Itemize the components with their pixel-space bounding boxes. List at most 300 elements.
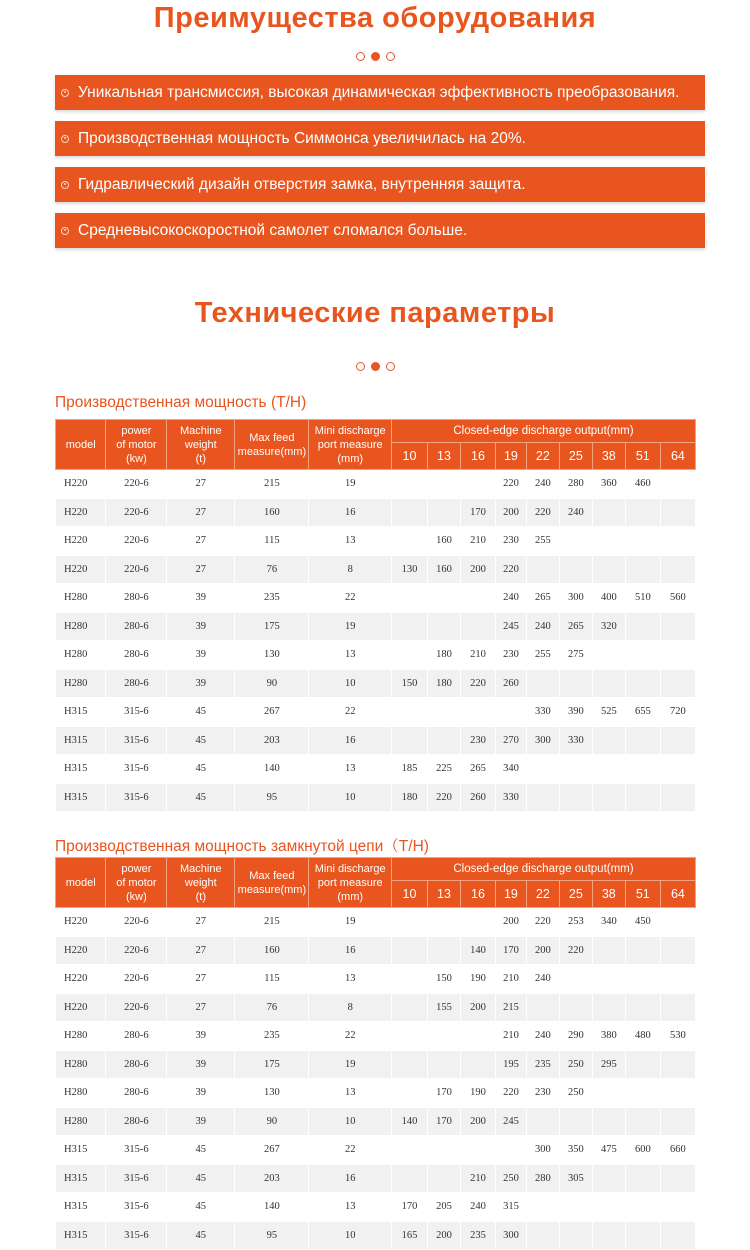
table-cell — [391, 908, 427, 937]
discharge-output-header: Closed-edge discharge output(mm) — [391, 858, 695, 881]
table-row — [56, 726, 696, 755]
table-cell: 39 — [167, 1022, 235, 1051]
table-cell: 265 — [526, 584, 559, 613]
table-cell: 330 — [526, 698, 559, 727]
table-cell: 380 — [592, 1022, 625, 1051]
carousel-dots — [0, 362, 750, 371]
table-cell: 10 — [309, 783, 391, 812]
table-row — [56, 1050, 696, 1079]
table-cell — [427, 498, 460, 527]
table-cell: 16 — [309, 1164, 391, 1193]
table-cell: 45 — [167, 698, 235, 727]
model-cell: H280 — [56, 1079, 106, 1108]
model-header: model — [56, 420, 106, 470]
table-row — [56, 993, 696, 1022]
table-row — [56, 936, 696, 965]
table-cell — [625, 1079, 660, 1108]
carousel-dot-1[interactable] — [356, 362, 365, 371]
table-cell: 510 — [625, 584, 660, 613]
discharge-size-header: 10 — [391, 443, 427, 470]
specs-title: Технические параметры — [194, 297, 556, 329]
table-row — [56, 669, 696, 698]
table-cell: 210 — [495, 1022, 526, 1051]
table-cell: 39 — [167, 1079, 235, 1108]
discharge-port-header: Mini discharge port measure (mm) — [309, 420, 391, 470]
table-row — [56, 641, 696, 670]
table-cell — [625, 641, 660, 670]
table-cell: 660 — [660, 1136, 695, 1165]
table-cell: 460 — [625, 470, 660, 499]
advantage-item — [55, 75, 705, 110]
table-cell: 160 — [427, 527, 460, 556]
table-cell: 220-6 — [106, 555, 167, 584]
discharge-output-header: Closed-edge discharge output(mm) — [391, 420, 695, 443]
carousel-dot-3[interactable] — [386, 52, 395, 61]
table-cell — [592, 936, 625, 965]
table-cell — [592, 498, 625, 527]
table-cell: 280-6 — [106, 584, 167, 613]
carousel-dot-3[interactable] — [386, 362, 395, 371]
table-cell — [391, 936, 427, 965]
model-cell: H280 — [56, 669, 106, 698]
table-cell: 280-6 — [106, 669, 167, 698]
table-cell: 140 — [391, 1107, 427, 1136]
table-cell: 22 — [309, 1136, 391, 1165]
table-row — [56, 1136, 696, 1165]
table-cell — [625, 1107, 660, 1136]
table-cell — [427, 908, 460, 937]
table-cell: 400 — [592, 584, 625, 613]
table-cell: 340 — [592, 908, 625, 937]
table-cell: 480 — [625, 1022, 660, 1051]
table-cell — [559, 669, 592, 698]
carousel-dot-2-active[interactable] — [371, 362, 380, 371]
table-cell: 190 — [460, 965, 495, 994]
table-cell: 203 — [235, 726, 309, 755]
table-cell — [526, 755, 559, 784]
table-cell: 220-6 — [106, 936, 167, 965]
discharge-size-header: 10 — [391, 881, 427, 908]
table-cell: 130 — [391, 555, 427, 584]
table-cell: 130 — [235, 641, 309, 670]
table-cell: 19 — [309, 1050, 391, 1079]
table-cell: 230 — [495, 641, 526, 670]
table-cell: 315 — [495, 1193, 526, 1222]
table-row — [56, 1164, 696, 1193]
discharge-size-header: 51 — [625, 881, 660, 908]
advantages-list — [55, 75, 705, 259]
table-cell: 95 — [235, 783, 309, 812]
table-cell: 170 — [391, 1193, 427, 1222]
table-cell — [460, 470, 495, 499]
max-feed-header: Max feed measure(mm) — [235, 858, 309, 908]
table-cell — [660, 669, 695, 698]
table-cell: 220 — [427, 783, 460, 812]
table-cell — [660, 1164, 695, 1193]
table-cell — [660, 726, 695, 755]
table-cell — [559, 755, 592, 784]
table-cell — [391, 1164, 427, 1193]
table-cell: 250 — [559, 1050, 592, 1079]
table-cell: 280 — [526, 1164, 559, 1193]
table-cell: 155 — [427, 993, 460, 1022]
table-cell: 250 — [495, 1164, 526, 1193]
table-cell — [460, 1050, 495, 1079]
discharge-size-header: 13 — [427, 881, 460, 908]
table-row — [56, 783, 696, 812]
table-cell — [559, 555, 592, 584]
advantage-text: Производственная мощность Симмонса увеличилась на 20%. — [78, 129, 526, 147]
table-cell — [592, 726, 625, 755]
table-cell: 19 — [309, 908, 391, 937]
table-cell: 315-6 — [106, 1164, 167, 1193]
table-cell: 27 — [167, 936, 235, 965]
table-cell: 210 — [460, 641, 495, 670]
table-cell — [427, 470, 460, 499]
table-cell: 220-6 — [106, 965, 167, 994]
table-row — [56, 612, 696, 641]
model-cell: H280 — [56, 1107, 106, 1136]
table-cell: 220-6 — [106, 498, 167, 527]
table-cell: 280-6 — [106, 612, 167, 641]
table-cell: 530 — [660, 1022, 695, 1051]
table-cell: 450 — [625, 908, 660, 937]
table-cell: 130 — [235, 1079, 309, 1108]
table-cell: 240 — [460, 1193, 495, 1222]
table-cell — [592, 1193, 625, 1222]
discharge-size-header: 38 — [592, 443, 625, 470]
table-cell — [391, 498, 427, 527]
table-cell: 165 — [391, 1221, 427, 1250]
model-header: model — [56, 858, 106, 908]
table-cell: 27 — [167, 965, 235, 994]
table-cell: 140 — [460, 936, 495, 965]
table-cell: 267 — [235, 698, 309, 727]
table-cell — [625, 936, 660, 965]
table-cell — [391, 1136, 427, 1165]
table-cell: 230 — [460, 726, 495, 755]
table-cell — [391, 527, 427, 556]
discharge-size-header: 19 — [495, 881, 526, 908]
table-cell: 330 — [495, 783, 526, 812]
table-cell: 215 — [235, 908, 309, 937]
table-cell: 39 — [167, 669, 235, 698]
table-cell — [592, 1079, 625, 1108]
table-cell: 255 — [526, 527, 559, 556]
table-cell: 290 — [559, 1022, 592, 1051]
table-cell: 27 — [167, 993, 235, 1022]
table-cell — [660, 612, 695, 641]
table-cell: 180 — [427, 669, 460, 698]
table-cell: 300 — [559, 584, 592, 613]
table-cell — [526, 1193, 559, 1222]
table-cell: 39 — [167, 584, 235, 613]
carousel-dot-2-active[interactable] — [371, 52, 380, 61]
table-cell: 45 — [167, 1221, 235, 1250]
table-cell: 115 — [235, 527, 309, 556]
table-cell: 27 — [167, 555, 235, 584]
table-cell — [625, 993, 660, 1022]
table-cell: 170 — [427, 1107, 460, 1136]
table-cell: 245 — [495, 612, 526, 641]
model-cell: H220 — [56, 965, 106, 994]
table-cell — [592, 555, 625, 584]
table-cell: 360 — [592, 470, 625, 499]
table-cell — [427, 584, 460, 613]
table-cell: 170 — [427, 1079, 460, 1108]
table-cell: 240 — [495, 584, 526, 613]
table-row — [56, 527, 696, 556]
advantage-item — [55, 213, 705, 248]
table-cell: 220 — [559, 936, 592, 965]
table-cell: 315-6 — [106, 726, 167, 755]
capacity-table — [55, 419, 696, 812]
table-cell: 720 — [660, 698, 695, 727]
closed-circuit-capacity-table — [55, 857, 696, 1250]
table-cell — [625, 1050, 660, 1079]
table-cell: 230 — [526, 1079, 559, 1108]
carousel-dot-1[interactable] — [356, 52, 365, 61]
table-cell: 13 — [309, 1079, 391, 1108]
table-cell: 185 — [391, 755, 427, 784]
table-cell: 215 — [235, 470, 309, 499]
table-cell: 235 — [235, 1022, 309, 1051]
table-cell — [592, 965, 625, 994]
table-cell — [391, 1079, 427, 1108]
table-cell: 240 — [526, 965, 559, 994]
table-cell — [460, 1136, 495, 1165]
table-cell: 22 — [309, 1022, 391, 1051]
table-cell: 225 — [427, 755, 460, 784]
power-header: power of motor (kw) — [106, 420, 167, 470]
table-cell: 22 — [309, 698, 391, 727]
closed-circuit-table-caption: Производственная мощность замкнутой цепи（T/H) — [55, 838, 429, 855]
table-cell: 140 — [235, 1193, 309, 1222]
model-cell: H315 — [56, 698, 106, 727]
weight-header: Machine weight (t) — [167, 420, 235, 470]
table-cell: 210 — [460, 527, 495, 556]
table-cell: 175 — [235, 612, 309, 641]
table-cell: 160 — [235, 498, 309, 527]
table-row — [56, 755, 696, 784]
advantage-text: Уникальная трансмиссия, высокая динамическая эффективность преобразования. — [78, 83, 680, 101]
table-cell: 245 — [495, 1107, 526, 1136]
table-cell — [391, 965, 427, 994]
model-cell: H280 — [56, 584, 106, 613]
table-cell — [660, 993, 695, 1022]
advantage-text: Гидравлический дизайн отверстия замка, внутренняя защита. — [78, 175, 526, 193]
table-cell: 300 — [526, 726, 559, 755]
table-row — [56, 470, 696, 499]
discharge-size-header: 64 — [660, 881, 695, 908]
table-cell: 280-6 — [106, 1079, 167, 1108]
table-cell — [526, 555, 559, 584]
model-cell: H280 — [56, 1050, 106, 1079]
discharge-port-header: Mini discharge port measure (mm) — [309, 858, 391, 908]
table-cell: 39 — [167, 612, 235, 641]
table-cell — [559, 1221, 592, 1250]
table-cell: 280-6 — [106, 1022, 167, 1051]
table-cell: 340 — [495, 755, 526, 784]
table-cell: 280 — [559, 470, 592, 499]
table-cell: 300 — [495, 1221, 526, 1250]
table-row — [56, 965, 696, 994]
table-cell: 170 — [495, 936, 526, 965]
table-cell: 315-6 — [106, 1193, 167, 1222]
table-cell: 220 — [495, 470, 526, 499]
table-cell: 200 — [526, 936, 559, 965]
table-cell: 220 — [460, 669, 495, 698]
discharge-size-header: 51 — [625, 443, 660, 470]
discharge-size-header: 16 — [460, 881, 495, 908]
table-cell: 45 — [167, 726, 235, 755]
table-cell: 27 — [167, 498, 235, 527]
table-cell — [427, 1050, 460, 1079]
model-cell: H220 — [56, 908, 106, 937]
table-cell: 13 — [309, 641, 391, 670]
table-cell: 315-6 — [106, 698, 167, 727]
table-cell: 195 — [495, 1050, 526, 1079]
table-cell: 315-6 — [106, 1221, 167, 1250]
table-cell — [526, 1221, 559, 1250]
table-cell: 280-6 — [106, 1107, 167, 1136]
table-cell: 13 — [309, 755, 391, 784]
model-cell: H315 — [56, 1136, 106, 1165]
table-cell: 475 — [592, 1136, 625, 1165]
discharge-size-header: 16 — [460, 443, 495, 470]
table-cell: 39 — [167, 1050, 235, 1079]
table-cell: 265 — [460, 755, 495, 784]
table-cell — [625, 498, 660, 527]
table-cell — [625, 527, 660, 556]
table-cell: 315-6 — [106, 755, 167, 784]
table-cell: 600 — [625, 1136, 660, 1165]
bullet-icon — [61, 181, 69, 189]
table-cell — [559, 1107, 592, 1136]
table-cell: 27 — [167, 908, 235, 937]
table-cell: 220-6 — [106, 993, 167, 1022]
table-cell: 235 — [526, 1050, 559, 1079]
table-cell — [625, 1221, 660, 1250]
table-cell: 200 — [460, 1107, 495, 1136]
table-cell: 150 — [427, 965, 460, 994]
discharge-size-header: 25 — [559, 881, 592, 908]
table-cell — [660, 555, 695, 584]
table-cell: 160 — [427, 555, 460, 584]
table-cell — [625, 755, 660, 784]
table-cell: 170 — [460, 498, 495, 527]
model-cell: H315 — [56, 726, 106, 755]
table-cell: 215 — [495, 993, 526, 1022]
table-cell: 330 — [559, 726, 592, 755]
table-cell — [625, 1193, 660, 1222]
table-cell — [660, 1107, 695, 1136]
table-cell — [391, 1050, 427, 1079]
table-cell: 45 — [167, 755, 235, 784]
table-cell — [391, 470, 427, 499]
table-cell: 300 — [526, 1136, 559, 1165]
table-cell — [660, 936, 695, 965]
table-cell — [427, 1136, 460, 1165]
table-cell — [559, 783, 592, 812]
table-cell: 150 — [391, 669, 427, 698]
table-cell — [526, 993, 559, 1022]
table-cell: 235 — [460, 1221, 495, 1250]
table-cell: 260 — [460, 783, 495, 812]
table-cell: 90 — [235, 1107, 309, 1136]
table-cell: 10 — [309, 669, 391, 698]
table-cell — [592, 1221, 625, 1250]
model-cell: H220 — [56, 555, 106, 584]
table-cell: 19 — [309, 612, 391, 641]
table-cell — [660, 498, 695, 527]
power-header: power of motor (kw) — [106, 858, 167, 908]
model-cell: H280 — [56, 641, 106, 670]
table-cell — [592, 669, 625, 698]
discharge-size-header: 13 — [427, 443, 460, 470]
table-cell: 220 — [495, 1079, 526, 1108]
table-cell: 90 — [235, 669, 309, 698]
model-cell: H220 — [56, 470, 106, 499]
table-cell: 390 — [559, 698, 592, 727]
table-cell: 220 — [495, 555, 526, 584]
table-cell: 560 — [660, 584, 695, 613]
table-cell: 220-6 — [106, 527, 167, 556]
table-cell: 19 — [309, 470, 391, 499]
bullet-icon — [61, 135, 69, 143]
table-cell — [592, 641, 625, 670]
table-cell: 45 — [167, 783, 235, 812]
table-cell: 200 — [495, 908, 526, 937]
table-cell — [660, 1050, 695, 1079]
table-cell: 315-6 — [106, 783, 167, 812]
carousel-dots — [0, 52, 750, 61]
table-cell: 8 — [309, 993, 391, 1022]
table-header-row — [56, 420, 696, 443]
table-cell: 140 — [235, 755, 309, 784]
table-row — [56, 698, 696, 727]
table-cell: 76 — [235, 993, 309, 1022]
table-cell — [625, 726, 660, 755]
table-cell: 315-6 — [106, 1136, 167, 1165]
table-row — [56, 1107, 696, 1136]
table-cell: 280-6 — [106, 641, 167, 670]
table-cell — [427, 1164, 460, 1193]
table-cell: 275 — [559, 641, 592, 670]
table-cell: 220-6 — [106, 470, 167, 499]
table-cell — [625, 612, 660, 641]
table-cell — [592, 993, 625, 1022]
advantage-text: Средневысокоскоростной самолет сломался больше. — [78, 221, 468, 239]
model-cell: H280 — [56, 612, 106, 641]
table-cell — [559, 993, 592, 1022]
table-cell: 203 — [235, 1164, 309, 1193]
table-row — [56, 908, 696, 937]
table-cell — [592, 783, 625, 812]
table-cell: 240 — [526, 470, 559, 499]
table-cell — [660, 783, 695, 812]
table-cell — [625, 783, 660, 812]
table-cell: 250 — [559, 1079, 592, 1108]
advantages-title: Преимущества оборудования — [153, 2, 597, 34]
table-row — [56, 1022, 696, 1051]
model-cell: H220 — [56, 527, 106, 556]
table-cell — [592, 1164, 625, 1193]
table-cell — [427, 698, 460, 727]
model-cell: H315 — [56, 755, 106, 784]
table-cell — [592, 755, 625, 784]
table-cell: 210 — [495, 965, 526, 994]
